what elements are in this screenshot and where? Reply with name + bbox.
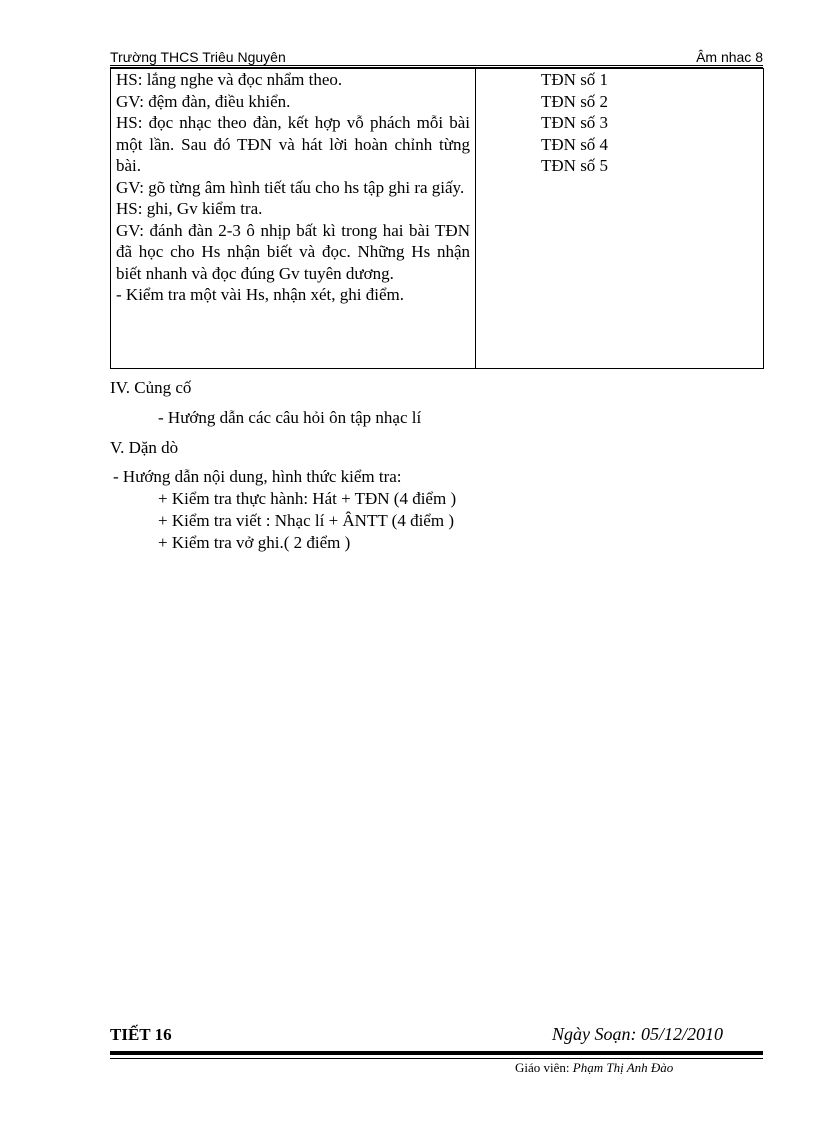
section-5-intro: - Hướng dẫn nội dung, hình thức kiểm tra: <box>113 467 402 486</box>
section-4-line: - Hướng dẫn các câu hỏi ôn tập nhạc lí <box>158 408 422 427</box>
teacher-line <box>515 1060 673 1076</box>
activities-cell <box>111 69 476 369</box>
activity-line: GV: đệm đàn, điều khiển. <box>116 91 291 111</box>
tdn-item: TĐN số 2 <box>541 91 609 111</box>
activity-line: - Kiểm tra một vài Hs, nhận xét, ghi điểm. <box>116 285 404 304</box>
tdn-item: TĐN số 4 <box>541 134 609 154</box>
section-5-title: V. Dặn dò <box>110 438 179 457</box>
tdn-item: TĐN số 5 <box>541 156 609 175</box>
section-4-title: IV. Củng cố <box>110 378 192 397</box>
teacher-label: Giáo viên: <box>515 1060 570 1075</box>
subject-name: Âm nhac 8 <box>696 49 763 65</box>
activity-line: HS: đọc nhạc theo đàn, kết hợp vỗ phách mỗi bài một lần. Sau đó TĐN và hát lời hoàn chỉnh từng bài. <box>116 113 470 175</box>
table-row <box>111 69 764 369</box>
prep-date: Ngày Soạn: 05/12/2010 <box>552 1024 723 1044</box>
lesson-number: TIẾT 16 <box>110 1025 172 1044</box>
activity-line: HS: ghi, Gv kiểm tra. <box>116 199 263 218</box>
footer-rule-thin <box>110 1058 763 1059</box>
header-rule <box>110 65 763 66</box>
tdn-cell <box>476 69 764 369</box>
tdn-item: TĐN số 3 <box>541 113 609 132</box>
exam-item: + Kiểm tra vở ghi.( 2 điểm ) <box>158 533 351 552</box>
teacher-name: Phạm Thị Anh Đào <box>572 1060 674 1075</box>
activity-line: GV: đánh đàn 2-3 ô nhịp bất kì trong hai bài TĐN đã học cho Hs nhận biết và đọc. Những Hs nhận biết nhanh và đọc đúng Gv tuyên dương. <box>116 220 470 283</box>
tdn-item: TĐN số 1 <box>541 70 609 89</box>
activity-table <box>110 68 764 369</box>
exam-item: + Kiểm tra thực hành: Hát + TĐN (4 điểm ) <box>158 489 457 508</box>
exam-item: + Kiểm tra viết : Nhạc lí + ÂNTT (4 điểm ) <box>158 511 454 530</box>
school-name: Trường THCS Triêu Nguyên <box>110 49 286 65</box>
activity-line: GV: gõ từng âm hình tiết tấu cho hs tập ghi ra giấy. <box>116 177 465 197</box>
activity-line: HS: lắng nghe và đọc nhẩm theo. <box>116 70 343 89</box>
footer-rule <box>110 1051 763 1055</box>
page-header <box>110 49 763 66</box>
